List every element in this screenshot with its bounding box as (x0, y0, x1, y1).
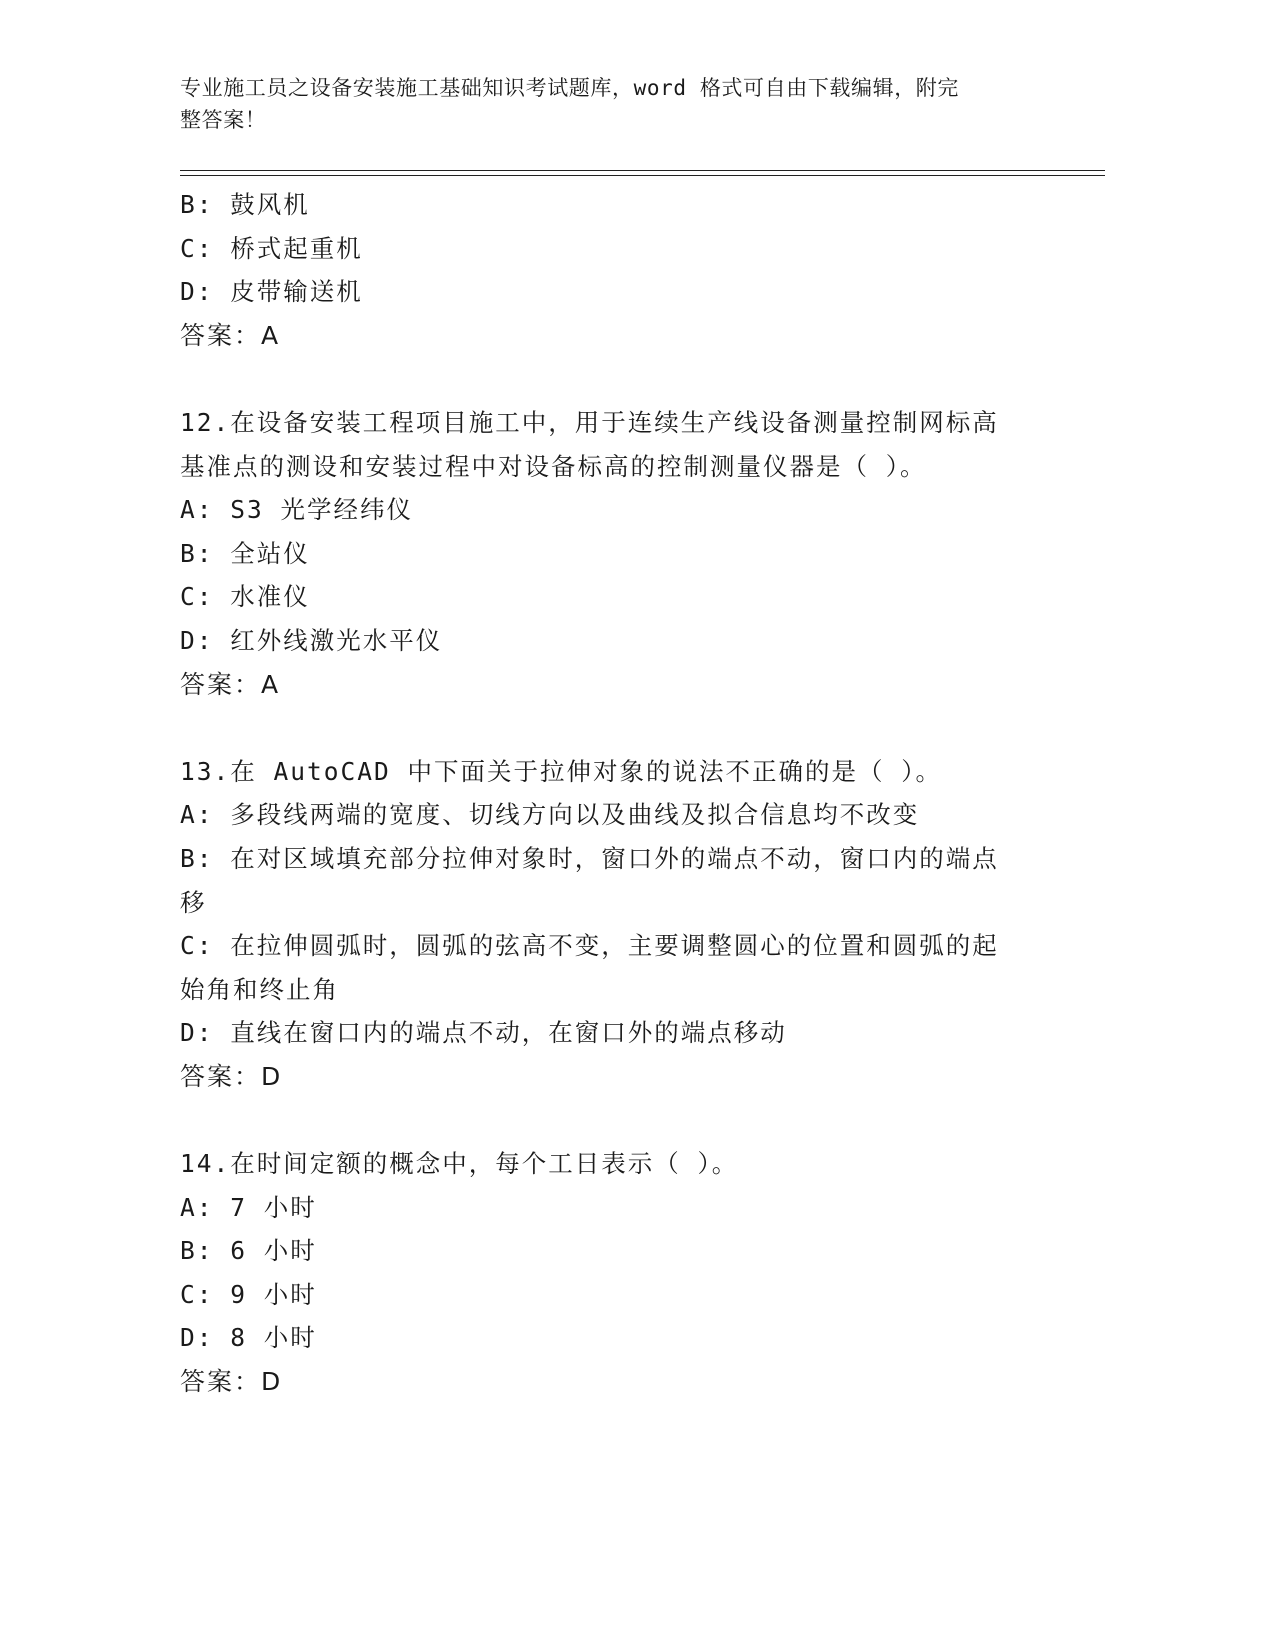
question-12 (180, 401, 1080, 706)
header-line-1: 专业施工员之设备安装施工基础知识考试题库，word 格式可自由下载编辑，附完 (180, 76, 960, 100)
answer-line: 答案：D (180, 1061, 283, 1091)
spacer (180, 357, 1080, 401)
question-stem-continued: 基准点的测设和安装过程中对设备标高的控制测量仪器是（ ）。 (180, 451, 927, 481)
question-11 (180, 183, 1080, 357)
header-divider-top (180, 170, 1105, 171)
header-divider-bottom (180, 175, 1105, 176)
answer-line: 答案：A (180, 320, 281, 350)
question-stem: 13.在 AutoCAD 中下面关于拉伸对象的说法不正确的是（ ）。 (180, 756, 943, 786)
question-list (180, 183, 1080, 1404)
option-c: C: 在拉伸圆弧时，圆弧的弦高不变，主要调整圆心的位置和圆弧的起 (180, 931, 999, 961)
question-stem: 12.在设备安装工程项目施工中，用于连续生产线设备测量控制网标高 (180, 407, 999, 437)
option-d: D: 8 小时 (180, 1323, 317, 1353)
question-14 (180, 1142, 1080, 1404)
option-b: B: 6 小时 (180, 1236, 317, 1266)
document-header (180, 72, 1030, 136)
option-c: C: 水准仪 (180, 582, 310, 612)
spacer (180, 706, 1080, 750)
header-line-2: 整答案！ (180, 108, 267, 132)
question-stem: 14.在时间定额的概念中，每个工日表示（ ）。 (180, 1149, 739, 1179)
option-c: C: 桥式起重机 (180, 233, 363, 263)
question-13 (180, 750, 1080, 1099)
option-a: A: 7 小时 (180, 1192, 317, 1222)
spacer (180, 1098, 1080, 1142)
option-d: D: 红外线激光水平仪 (180, 625, 443, 655)
option-c: C: 9 小时 (180, 1279, 317, 1309)
option-a: A: S3 光学经纬仪 (180, 495, 414, 525)
option-a: A: 多段线两端的宽度、切线方向以及曲线及拟合信息均不改变 (180, 800, 920, 830)
option-b-continued: 移 (180, 887, 207, 917)
option-b: B: 在对区域填充部分拉伸对象时，窗口外的端点不动，窗口内的端点 (180, 843, 999, 873)
option-b: B: 鼓风机 (180, 190, 310, 219)
answer-line: 答案：D (180, 1367, 283, 1397)
option-d: D: 皮带输送机 (180, 277, 363, 307)
option-d: D: 直线在窗口内的端点不动，在窗口外的端点移动 (180, 1018, 787, 1048)
answer-line: 答案：A (180, 669, 281, 699)
option-c-continued: 始角和终止角 (180, 974, 339, 1004)
option-b: B: 全站仪 (180, 538, 310, 568)
